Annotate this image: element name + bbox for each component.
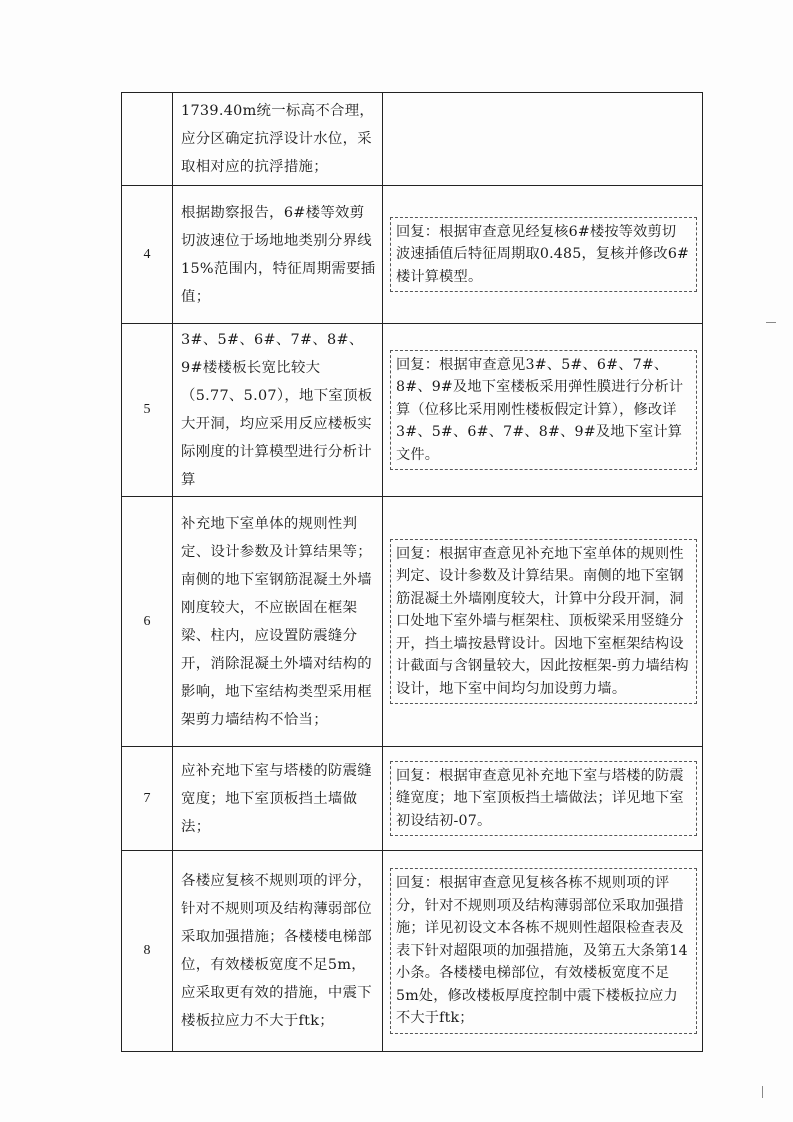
- issue-cell: [173, 324, 383, 497]
- issue-text: 应补充地下室与塔楼的防震缝宽度；地下室顶板挡土墙做法；: [181, 762, 372, 835]
- issue-cell: [173, 851, 383, 1052]
- issue-text: 各楼应复核不规则项的评分，针对不规则项及结构薄弱部位采取加强措施；各楼楼电梯部位，有效楼板宽度不足5m，应采取更有效的措施，中震下楼板拉应力不大于ftk；: [181, 873, 372, 1029]
- scan-mark: [766, 322, 776, 323]
- table-row: [122, 497, 703, 747]
- table-row: [122, 93, 703, 186]
- table-row: [122, 851, 703, 1052]
- row-number: 4: [122, 186, 173, 324]
- table-row: [122, 186, 703, 324]
- reply-text: 回复：根据审查意见经复核6#楼按等效剪切波速插值后特征周期取0.485，复核并修改6#楼计算模型。: [390, 217, 697, 293]
- issue-cell: [173, 186, 383, 324]
- issue-cell: [173, 93, 383, 186]
- table-row: [122, 747, 703, 851]
- reply-cell: [383, 186, 703, 324]
- table-row: [122, 324, 703, 497]
- reply-text: 回复：根据审查意见补充地下室与塔楼的防震缝宽度；地下室顶板挡土墙做法；详见地下室初设结初-07。: [390, 761, 697, 837]
- row-number: 8: [122, 851, 173, 1052]
- row-number: 5: [122, 324, 173, 497]
- issue-text: 根据勘察报告，6#楼等效剪切波速位于场地地类别分界线15%范围内，特征周期需要插值；: [181, 204, 376, 305]
- issue-text: 1739.40m统一标高不合理，应分区确定抗浮设计水位，采取相对应的抗浮措施；: [181, 103, 375, 175]
- reply-text: 回复：根据审查意见补充地下室单体的规则性判定、设计参数及计算结果。南侧的地下室钢筋混凝土外墙刚度较大，计算中分段开洞，洞口处地下室外墙与框架柱、顶板梁采用竖缝分开，挡土墙按悬臂设计。因地下室框架结构设计截面与含钢量较大，因此按框架-剪力墙结构设计，地下室中间均匀加设剪力墙。: [390, 539, 697, 705]
- issue-text: 补充地下室单体的规则性判定、设计参数及计算结果等；南侧的地下室钢筋混凝土外墙刚度较大，不应嵌固在框架梁、柱内，应设置防震缝分开，消除混凝土外墙对结构的影响，地下室结构类型采用框架剪力墙结构不恰当；: [181, 515, 372, 728]
- reply-cell: [383, 324, 703, 497]
- scan-mark: [762, 1086, 763, 1098]
- reply-cell: [383, 497, 703, 747]
- issue-text: 3#、5#、6#、7#、8#、9#楼楼板长宽比较大（5.77、5.07），地下室顶板大开洞，均应采用反应楼板实际刚度的计算模型进行分析计算: [181, 332, 373, 488]
- issue-cell: [173, 497, 383, 747]
- review-response-table: [121, 92, 703, 1052]
- row-number: 7: [122, 747, 173, 851]
- issue-cell: [173, 747, 383, 851]
- reply-cell: [383, 93, 703, 186]
- row-number: [122, 93, 173, 186]
- reply-text: 回复：根据审查意见复核各栋不规则项的评分，针对不规则项及结构薄弱部位采取加强措施；详见初设文本各栋不规则性超限检查表及表下针对超限项的加强措施，及第五大条第14小条。各楼楼电梯部位，有效楼板宽度不足5m处，修改楼板厚度控制中震下楼板拉应力不大于ftk；: [390, 868, 697, 1034]
- reply-text: 回复：根据审查意见3#、5#、6#、7#、8#、9#及地下室楼板采用弹性膜进行分析计算（位移比采用刚性楼板假定计算），修改详3#、5#、6#、7#、8#、9#及地下室计算文件。: [390, 350, 697, 471]
- reply-cell: [383, 851, 703, 1052]
- row-number: 6: [122, 497, 173, 747]
- reply-cell: [383, 747, 703, 851]
